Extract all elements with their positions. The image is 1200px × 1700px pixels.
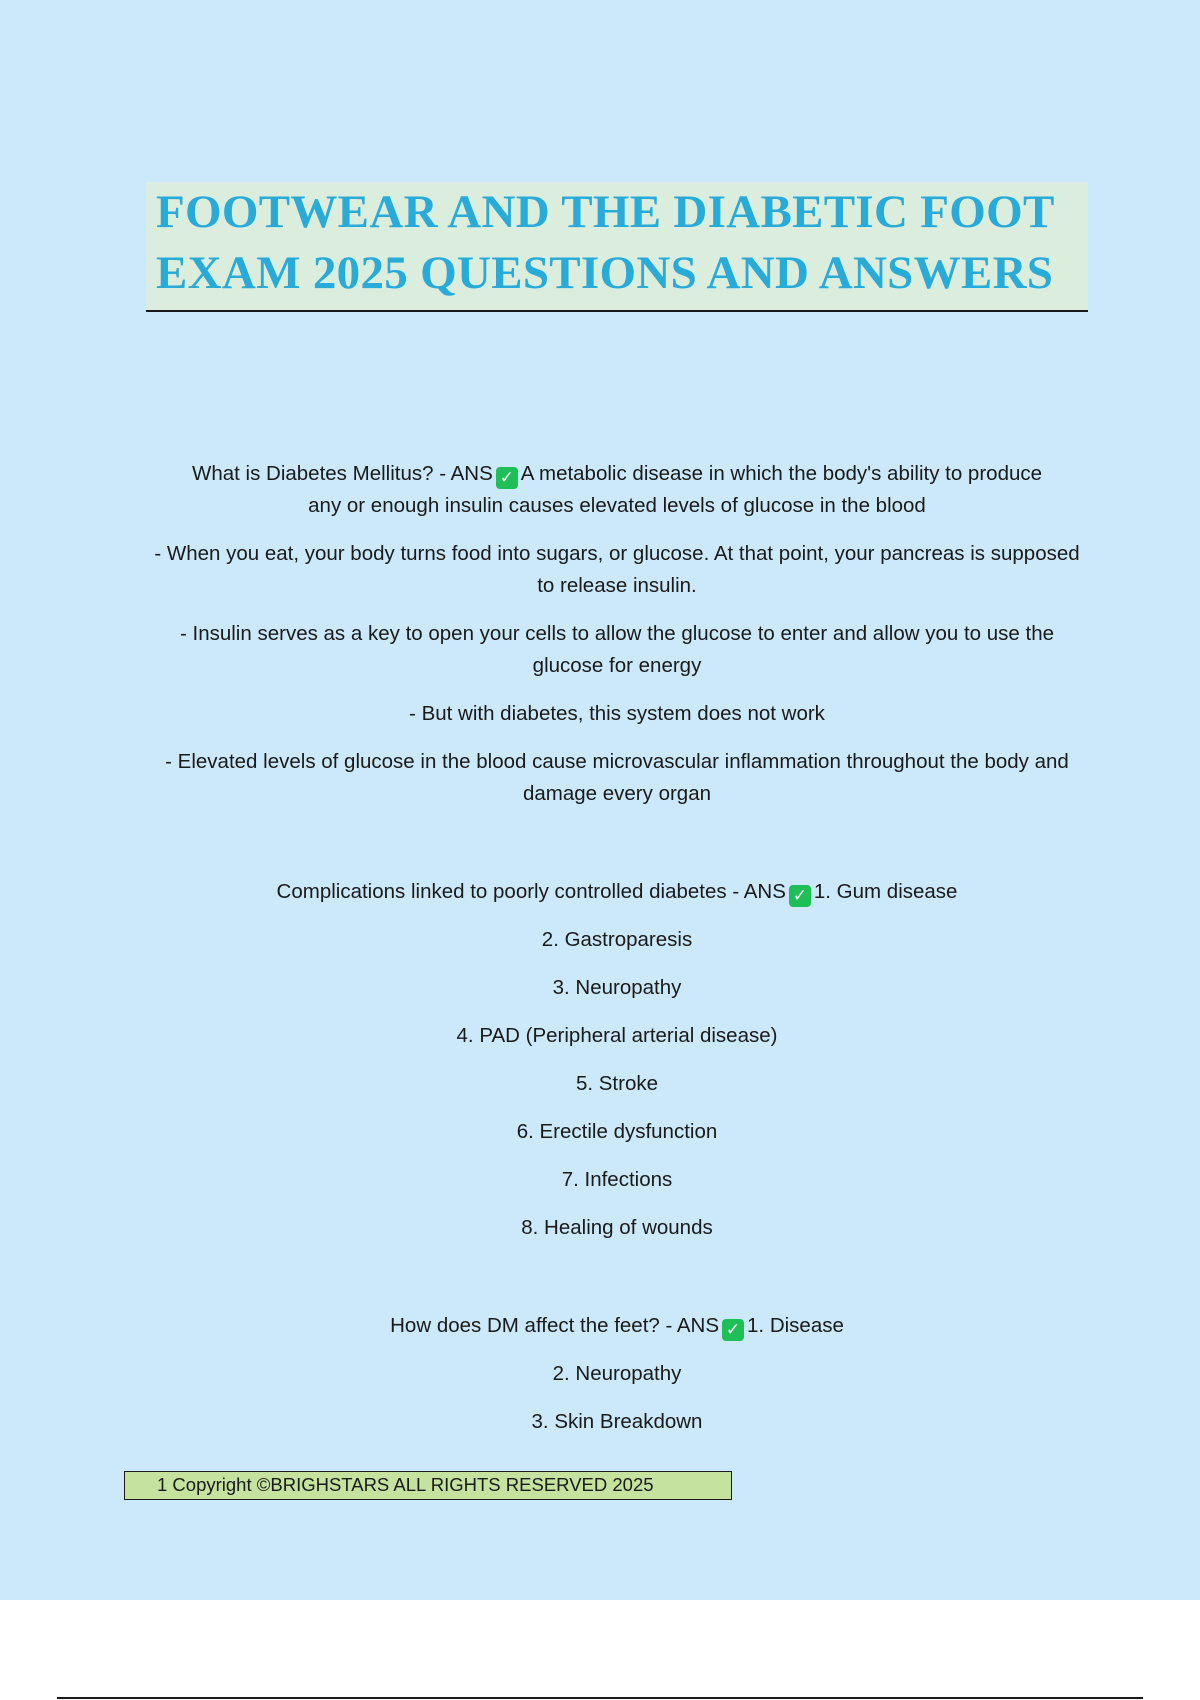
qa3-first-item: 1. Disease	[747, 1314, 844, 1337]
qa-content	[146, 458, 1088, 1454]
qa1-point-1: - When you eat, your body turns food into sugars, or glucose. At that point, your pancreas is supposed to release insulin.	[154, 542, 1080, 597]
title-block	[146, 182, 1088, 312]
list-item: 6. Erectile dysfunction	[516, 1120, 718, 1143]
list-item: 3. Skin Breakdown	[531, 1410, 703, 1433]
qa1-point-4: - Elevated levels of glucose in the blood cause microvascular inflammation throughout the body and damage every organ	[165, 750, 1069, 805]
list-item: 2. Neuropathy	[552, 1362, 682, 1385]
check-mark-icon: ✓	[496, 467, 518, 489]
title-line-2: EXAM 2025 QUESTIONS AND ANSWERS	[156, 247, 1054, 299]
copyright-footer: 1 Copyright ©BRIGHSTARS ALL RIGHTS RESERVED 2025	[124, 1471, 732, 1500]
qa1-answer-line1: A metabolic disease in which the body's ability to produce	[520, 462, 1043, 485]
qa1-answer-line2: any or enough insulin causes elevated levels of glucose in the blood	[308, 494, 926, 517]
qa2-first-item: 1. Gum disease	[813, 880, 958, 903]
qa1-heading	[146, 458, 1088, 522]
title-line-1: FOOTWEAR AND THE DIABETIC FOOT	[156, 186, 1055, 238]
list-item: 5. Stroke	[575, 1072, 659, 1095]
qa1-question: What is Diabetes Mellitus? - ANS	[191, 462, 493, 485]
qa3-heading	[146, 1310, 1088, 1342]
list-item: 7. Infections	[561, 1168, 673, 1191]
qa1-point-2: - Insulin serves as a key to open your cells to allow the glucose to enter and allow you to use the glucose for energy	[179, 622, 1055, 677]
qa3-question: How does DM affect the feet? - ANS	[390, 1314, 720, 1337]
list-item: 4. PAD (Peripheral arterial disease)	[456, 1024, 778, 1047]
qa1-point-3: - But with diabetes, this system does not work	[409, 702, 825, 725]
list-item: 3. Neuropathy	[552, 976, 682, 999]
check-mark-icon: ✓	[722, 1319, 744, 1341]
check-mark-icon: ✓	[789, 885, 811, 907]
qa2-heading	[146, 876, 1088, 908]
qa2-question: Complications linked to poorly controlled diabetes - ANS	[276, 880, 786, 903]
next-page-divider	[57, 1697, 1143, 1699]
list-item: 2. Gastroparesis	[541, 928, 693, 951]
list-item: 8. Healing of wounds	[521, 1216, 713, 1239]
